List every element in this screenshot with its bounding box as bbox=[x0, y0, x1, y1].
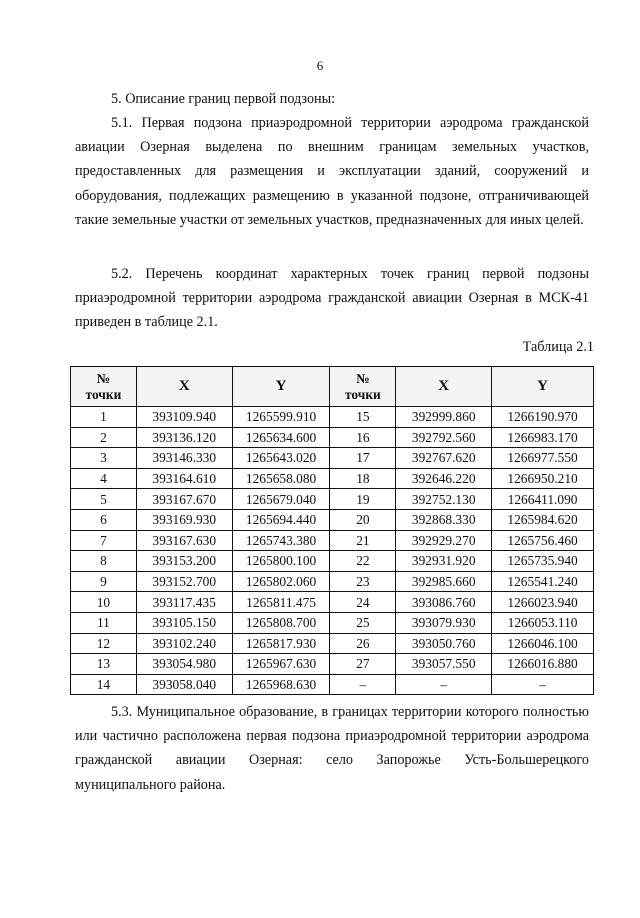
table-caption: Таблица 2.1 bbox=[522, 339, 594, 355]
table-cell-n1: 3 bbox=[71, 448, 137, 469]
table-row bbox=[71, 509, 594, 530]
table-cell-y1: 1265817.930 bbox=[232, 633, 330, 654]
table-cell-n1: 2 bbox=[71, 427, 137, 448]
table-cell-x1: 393153.200 bbox=[136, 551, 232, 572]
table-row bbox=[71, 571, 594, 592]
table-cell-n2: 23 bbox=[330, 571, 396, 592]
table-row bbox=[71, 530, 594, 551]
paragraph-5-1 bbox=[75, 111, 589, 232]
table-cell-x2: 392999.860 bbox=[396, 407, 492, 428]
table-row bbox=[71, 468, 594, 489]
table-cell-n2: 27 bbox=[330, 654, 396, 675]
table-cell-y2: 1265756.460 bbox=[492, 530, 594, 551]
table-cell-x2: 392868.330 bbox=[396, 509, 492, 530]
table-cell-x1: 393167.670 bbox=[136, 489, 232, 510]
table-cell-n1: 4 bbox=[71, 468, 137, 489]
paragraph-5-2 bbox=[75, 262, 589, 335]
table-cell-y1: 1265634.600 bbox=[232, 427, 330, 448]
table-cell-x2: 392985.660 bbox=[396, 571, 492, 592]
table-cell-x1: 393146.330 bbox=[136, 448, 232, 469]
table-cell-y1: 1265643.020 bbox=[232, 448, 330, 469]
table-cell-x1: 393102.240 bbox=[136, 633, 232, 654]
table-cell-n2: 25 bbox=[330, 612, 396, 633]
table-cell-n1: 8 bbox=[71, 551, 137, 572]
table-cell-n2: 26 bbox=[330, 633, 396, 654]
table-cell-y2: 1266053.110 bbox=[492, 612, 594, 633]
page-number: 6 bbox=[316, 58, 324, 73]
table-cell-y2: 1266046.100 bbox=[492, 633, 594, 654]
table-cell-x1: 393054.980 bbox=[136, 654, 232, 675]
section-heading-text: 5. Описание границ первой подзоны: bbox=[111, 91, 336, 107]
table-cell-x2: 392767.620 bbox=[396, 448, 492, 469]
table-row bbox=[71, 674, 594, 695]
table-cell-n2: 24 bbox=[330, 592, 396, 613]
header-point-number-2: № точки bbox=[330, 367, 396, 407]
table-row bbox=[71, 407, 594, 428]
table-cell-n2: 18 bbox=[330, 468, 396, 489]
table-cell-y2: 1266411.090 bbox=[492, 489, 594, 510]
table-cell-y1: 1265811.475 bbox=[232, 592, 330, 613]
table-cell-n1: 10 bbox=[71, 592, 137, 613]
table-cell-x1: 393167.630 bbox=[136, 530, 232, 551]
table-cell-x2: 392929.270 bbox=[396, 530, 492, 551]
table-row bbox=[71, 448, 594, 469]
table-row bbox=[71, 592, 594, 613]
table-cell-y2: 1266977.550 bbox=[492, 448, 594, 469]
table-cell-y1: 1265599.910 bbox=[232, 407, 330, 428]
table-cell-y2: 1266016.880 bbox=[492, 654, 594, 675]
table-row bbox=[71, 551, 594, 572]
table-cell-n1: 12 bbox=[71, 633, 137, 654]
table-cell-n2: 16 bbox=[330, 427, 396, 448]
table-cell-x2: 392646.220 bbox=[396, 468, 492, 489]
table-cell-y1: 1265658.080 bbox=[232, 468, 330, 489]
table-cell-n2: 21 bbox=[330, 530, 396, 551]
table-cell-y2: 1265984.620 bbox=[492, 509, 594, 530]
table-cell-n1: 1 bbox=[71, 407, 137, 428]
table-cell-n1: 13 bbox=[71, 654, 137, 675]
header-y-1: Y bbox=[232, 367, 330, 407]
table-cell-n2: 20 bbox=[330, 509, 396, 530]
table-cell-x2: 393086.760 bbox=[396, 592, 492, 613]
table-cell-x1: 393109.940 bbox=[136, 407, 232, 428]
paragraph-5-3-text: 5.3. Муниципальное образование, в границах территории которого полностью или частично расположена первая подзона приаэродромной территории аэродрома гражданской авиации Озерная: село Запорожье Усть-Большерецкого муниципального района. bbox=[75, 704, 589, 793]
table-cell-n1: 14 bbox=[71, 674, 137, 695]
table-cell-x1: 393164.610 bbox=[136, 468, 232, 489]
table-cell-y1: 1265679.040 bbox=[232, 489, 330, 510]
table-cell-x1: 393136.120 bbox=[136, 427, 232, 448]
table-cell-x2: – bbox=[396, 674, 492, 695]
table-header-row bbox=[71, 367, 594, 407]
header-x-1: X bbox=[136, 367, 232, 407]
table-cell-n1: 9 bbox=[71, 571, 137, 592]
paragraph-5-2-text: 5.2. Перечень координат характерных точек границ первой подзоны приаэродромной территории аэродрома гражданской авиации Озерная в МСК-41 приведен в таблице 2.1. bbox=[75, 266, 589, 331]
table-cell-x2: 392931.920 bbox=[396, 551, 492, 572]
table-cell-x2: 392792.560 bbox=[396, 427, 492, 448]
table-cell-x1: 393117.435 bbox=[136, 592, 232, 613]
table-cell-y1: 1265808.700 bbox=[232, 612, 330, 633]
table-cell-x1: 393105.150 bbox=[136, 612, 232, 633]
header-x-2: X bbox=[396, 367, 492, 407]
paragraph-5-3 bbox=[75, 700, 589, 797]
coordinates-table bbox=[70, 366, 594, 695]
table-cell-y1: 1265802.060 bbox=[232, 571, 330, 592]
table-cell-x2: 392752.130 bbox=[396, 489, 492, 510]
table-cell-n1: 7 bbox=[71, 530, 137, 551]
table-cell-y2: 1266950.210 bbox=[492, 468, 594, 489]
table-cell-x2: 393079.930 bbox=[396, 612, 492, 633]
table-cell-y1: 1265694.440 bbox=[232, 509, 330, 530]
table-row bbox=[71, 612, 594, 633]
table-cell-x1: 393152.700 bbox=[136, 571, 232, 592]
table-body bbox=[71, 407, 594, 695]
table-cell-y2: 1266190.970 bbox=[492, 407, 594, 428]
table-cell-y2: 1265541.240 bbox=[492, 571, 594, 592]
table-cell-y2: 1265735.940 bbox=[492, 551, 594, 572]
table-cell-n2: 15 bbox=[330, 407, 396, 428]
section-heading bbox=[75, 87, 589, 111]
table-cell-y1: 1265800.100 bbox=[232, 551, 330, 572]
table-row bbox=[71, 427, 594, 448]
table-cell-x1: 393169.930 bbox=[136, 509, 232, 530]
table-cell-y2: – bbox=[492, 674, 594, 695]
paragraph-5-1-text: 5.1. Первая подзона приаэродромной территории аэродрома гражданской авиации Озерная выделена по внешним границам земельных участков, предоставленных для размещения и эксплуатации зданий, сооружений и оборудования, подлежащих размещению в указанной подзоне, отграничивающей такие земельные участки от земельных участков, предназначенных для иных целей. bbox=[75, 115, 589, 228]
table-row bbox=[71, 633, 594, 654]
header-point-number-1: № точки bbox=[71, 367, 137, 407]
table-cell-n1: 5 bbox=[71, 489, 137, 510]
header-y-2: Y bbox=[492, 367, 594, 407]
table-cell-n2: 19 bbox=[330, 489, 396, 510]
table-cell-n2: 17 bbox=[330, 448, 396, 469]
table-row bbox=[71, 489, 594, 510]
table-cell-n1: 11 bbox=[71, 612, 137, 633]
table-cell-x2: 393057.550 bbox=[396, 654, 492, 675]
table-cell-n2: – bbox=[330, 674, 396, 695]
table-cell-y1: 1265967.630 bbox=[232, 654, 330, 675]
table-cell-x1: 393058.040 bbox=[136, 674, 232, 695]
table-cell-n2: 22 bbox=[330, 551, 396, 572]
table-cell-n1: 6 bbox=[71, 509, 137, 530]
table-row bbox=[71, 654, 594, 675]
table-cell-x2: 393050.760 bbox=[396, 633, 492, 654]
table-cell-y2: 1266983.170 bbox=[492, 427, 594, 448]
table-cell-y2: 1266023.940 bbox=[492, 592, 594, 613]
table-cell-y1: 1265743.380 bbox=[232, 530, 330, 551]
table-cell-y1: 1265968.630 bbox=[232, 674, 330, 695]
